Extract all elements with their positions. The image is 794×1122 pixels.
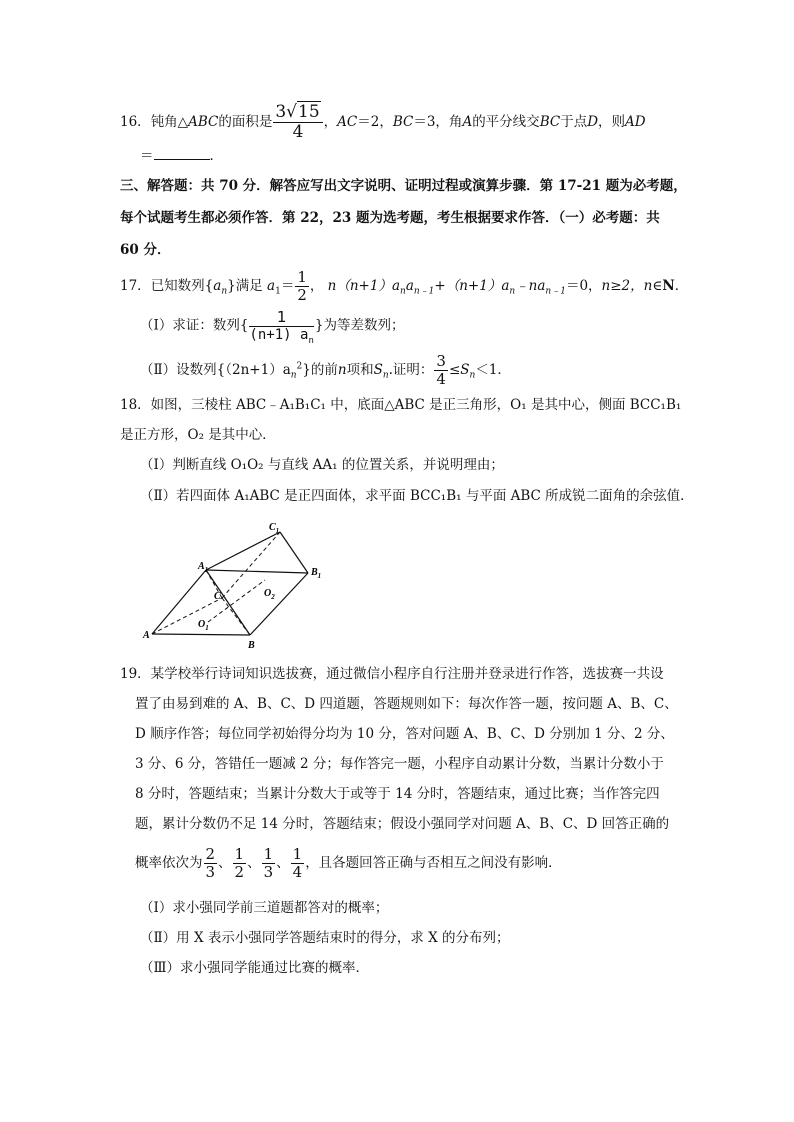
q19-part3: （Ⅲ）求小强同学能通过比赛的概率． [140, 960, 370, 976]
section3-heading-line1: 三、解答题：共 70 分．解答应写出文字说明、证明过程或演算步骤．第 17-21 题为必考题， [120, 178, 687, 194]
edge-AC-hidden [152, 598, 222, 634]
edge-A1B [206, 570, 250, 635]
probability-fraction: $\frac{1}{2}$ [234, 845, 245, 881]
q19-line2: 置了由易到难的 A、B、C、D 四道题，答题规则如下：每次作答一题，按问题 A、B、C、 [135, 696, 678, 712]
q17-three-quarters-fraction: $\frac{3}{4}$ [436, 352, 446, 388]
label-A: A [143, 630, 150, 641]
q16-line2: ＝ ． [140, 148, 223, 164]
q17-part2: （Ⅱ）设数列$\{(2n+1)a_n^2\}$的前n项和$S_n$.证明： $\frac{3}{4}$ $\le S_n<1$． [140, 352, 511, 388]
q19-line5: 8 分时，答题结束；当累计分数大于或等于 14 分时，答题结束，通过比赛；当作答完四 [135, 786, 660, 802]
q19-line7: 概率依次为 $\frac{2}{3}$ 、 $\frac{1}{2}$ 、 $\frac{1}{3}$ 、 $\frac{1}{4}$ ，且各题回答正确与否相互之间没有影响． [135, 845, 562, 881]
edge-C1B1 [280, 532, 308, 573]
q17-line1: 17．已知数列$\{a_n\}$满足 $a_1=$ $\frac{1}{2}$ ， $n(n+1)a_na_{n﹣1}+(n+1)a_n﹣na_{n﹣1}=0$，n≥2，n∈N． [120, 268, 689, 304]
label-O1: $O_1$ [198, 619, 209, 632]
edge-A1B1 [206, 570, 308, 573]
section3-heading-line3: 60 分． [120, 242, 171, 258]
label-O2: $O_2$ [264, 588, 275, 601]
edge-CC1-hidden [222, 532, 280, 598]
q17-part1: （Ⅰ）求证：数列{ $\frac{1}{(n+1) a_n}$ }为等差数列； [140, 308, 405, 346]
edge-AB [152, 634, 250, 635]
q17-half-fraction: $\frac{1}{2}$ [297, 268, 307, 304]
q19-line4: 3 分、6 分，答错任一题减 2 分；每作答完一题，小程序自动累计分数，当累计分数小于 [135, 756, 664, 772]
probability-fraction: $\frac{1}{4}$ [292, 845, 303, 881]
label-A1: $A_1$ [198, 561, 209, 574]
q19-line1: 19．某学校举行诗词知识选拔赛，通过微信小程序自行注册并登录进行作答，选拔赛一共设 [120, 666, 664, 682]
q17-reciprocal-fraction: $\frac{1}{(n+1) a_n}$ [249, 308, 314, 346]
q18-part1: （Ⅰ）判断直线 O₁O₂ 与直线 AA₁ 的位置关系，并说明理由； [140, 457, 504, 473]
prism-figure [138, 520, 338, 655]
q19-probability-fractions: $\frac{2}{3}$ 、 $\frac{1}{2}$ 、 $\frac{1}{3}$ 、 $\frac{1}{4}$ [205, 845, 303, 881]
probability-fraction: $\frac{2}{3}$ [205, 845, 216, 881]
answer-blank [154, 147, 210, 160]
q16-area-fraction: $\frac{3√15}{4}$ [273, 104, 322, 141]
q19-part2: （Ⅱ）用 X 表示小强同学答题结束时的得分，求 X 的分布列； [140, 930, 510, 946]
q16-line1: 16．钝角△ABC的面积是 $\frac{3√15}{4}$ ，AC＝2，BC＝3，角A的平分线交BC于点D，则AD [120, 102, 646, 142]
label-B1: $B_1$ [311, 567, 322, 580]
label-C: C [214, 591, 221, 602]
section3-heading-line2: 每个试题考生都必须作答．第 22，23 题为选考题，考生根据要求作答．（一）必考题：共 [120, 210, 660, 226]
q18-line2: 是正方形，O₂ 是其中心． [120, 427, 276, 443]
q18-part2: （Ⅱ）若四面体 A₁ABC 是正四面体，求平面 BCC₁B₁ 与平面 ABC 所成锐二面角的余弦值． [140, 488, 694, 504]
q19-line3: D 顺序作答；每位同学初始得分均为 10 分，答对问题 A、B、C、D 分别加 1 分、2 分、 [135, 726, 674, 742]
edge-B1B [250, 573, 308, 635]
q19-line6: 题，累计分数仍不足 14 分时，答题结束；假设小强同学对问题 A、B、C、D 回答正确的 [135, 816, 670, 832]
label-C1: $C_1$ [269, 522, 280, 535]
edge-A1C1 [206, 532, 280, 570]
q19-part1: （Ⅰ）求小强同学前三道题都答对的概率； [140, 900, 389, 916]
q18-line1: 18．如图，三棱柱 ABC﹣A₁B₁C₁ 中，底面△ABC 是正三角形，O₁ 是其中心，侧面 BCC₁B₁ [120, 397, 682, 413]
label-B: B [248, 640, 255, 651]
probability-fraction: $\frac{1}{3}$ [263, 845, 274, 881]
